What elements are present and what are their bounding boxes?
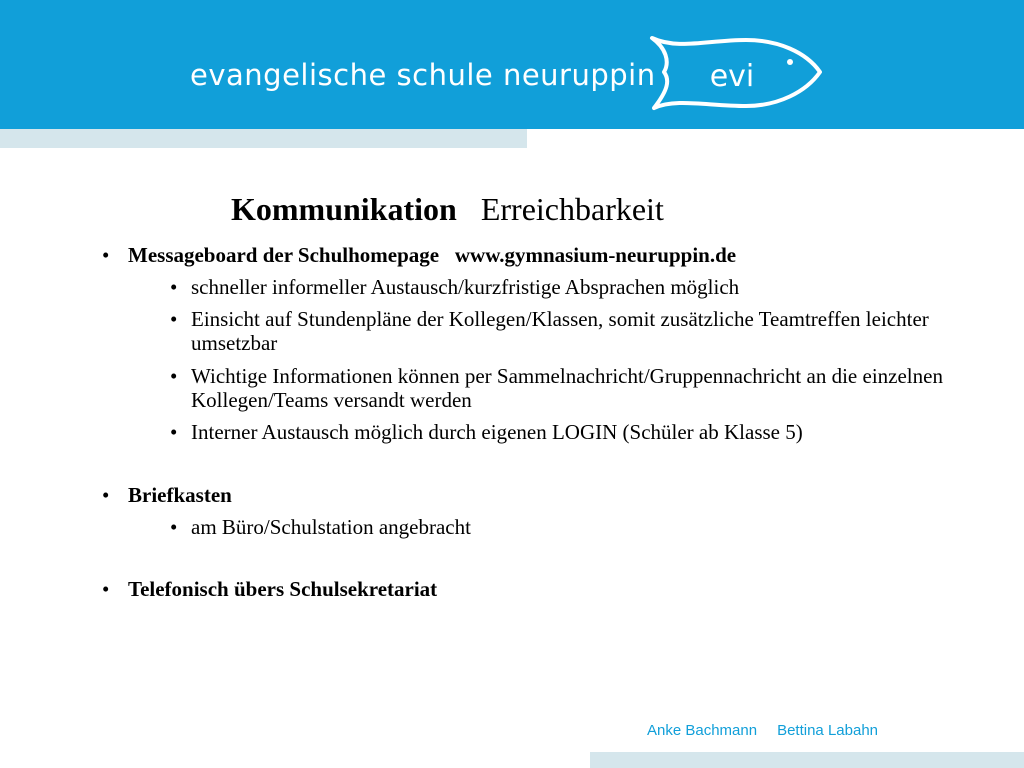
sub-bullet-text: Wichtige Informationen können per Sammelnachricht/Gruppennachricht an die einzelnen Kollegen/Teams versandt werden <box>191 364 943 412</box>
sub-bullet-text: schneller informeller Austausch/kurzfristige Absprachen möglich <box>191 275 740 299</box>
slide-title <box>231 191 664 228</box>
school-name-logo: evangelische schule neuruppin <box>190 58 656 92</box>
title-regular: Erreichbarkeit <box>480 191 664 227</box>
bullet-label: Telefonisch übers Schulsekretariat <box>128 577 438 601</box>
fish-logo-letters: evi <box>709 59 755 94</box>
bullet-marker: • <box>170 307 178 331</box>
bullet-marker: • <box>102 483 110 507</box>
footer-authors <box>647 722 878 739</box>
sub-bullet-text: am Büro/Schulstation angebracht <box>191 515 471 539</box>
bullet-label: Briefkasten <box>128 483 232 507</box>
sub-bullet-text: Einsicht auf Stundenpläne der Kollegen/Klassen, somit zusätzliche Teamtreffen leichter umsetzbar <box>191 307 929 355</box>
title-bold: Kommunikation <box>231 191 457 227</box>
footer-author-2: Bettina Labahn <box>777 722 878 739</box>
bullet-marker: • <box>170 275 178 299</box>
bullet-marker: • <box>170 420 178 444</box>
school-url: www.gymnasium-neuruppin.de <box>454 243 737 267</box>
bullet-marker: • <box>102 243 110 267</box>
footer-author-1: Anke Bachmann <box>647 722 758 739</box>
footer-accent-strip <box>590 752 1024 768</box>
bullet-label: Messageboard der Schulhomepage <box>128 243 440 267</box>
bullet-marker: • <box>102 577 110 601</box>
header-accent-strip <box>0 129 527 148</box>
bullet-marker: • <box>170 364 178 388</box>
sub-bullet-text: Interner Austausch möglich durch eigenen LOGIN (Schüler ab Klasse 5) <box>191 420 803 444</box>
bullet-marker: • <box>170 515 178 539</box>
fish-logo-icon <box>648 30 828 112</box>
